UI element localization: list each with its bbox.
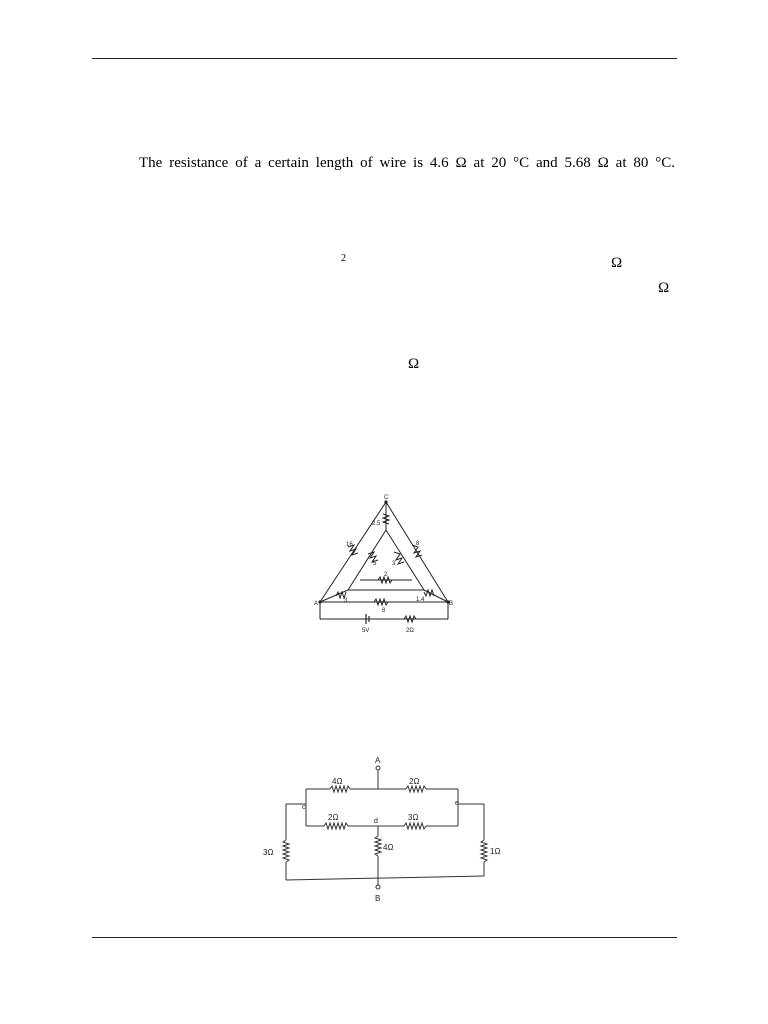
resistor-label: 5 xyxy=(373,561,377,567)
node-dot xyxy=(318,600,321,603)
node-label-b: B xyxy=(449,601,454,607)
resistor-label: 8 xyxy=(416,541,420,547)
resistor-label: 2 xyxy=(384,572,388,578)
resistor xyxy=(394,552,404,564)
node-label-a: A xyxy=(314,601,319,607)
superscript-two: 2 xyxy=(341,253,346,264)
resistor-label: 3 xyxy=(392,561,396,567)
battery-label: 5V xyxy=(362,628,370,634)
terminal-b xyxy=(376,885,380,889)
node-label-d: d xyxy=(374,818,378,825)
terminal-a xyxy=(376,766,380,770)
bridge-circuit-diagram xyxy=(262,752,506,904)
triangle-circuit-diagram xyxy=(312,492,454,634)
resistor-label: 8 xyxy=(382,608,386,614)
resistor-label: 2Ω xyxy=(406,628,414,634)
resistor-label: 2Ω xyxy=(409,777,420,786)
resistor-label: 2.5 xyxy=(372,521,381,527)
resistor-label: 3Ω xyxy=(408,813,419,822)
ohm-symbol: Ω xyxy=(408,356,420,372)
resistor-label: 1.4 xyxy=(416,597,425,603)
wire xyxy=(348,530,386,590)
ohm-symbol: Ω xyxy=(611,255,623,271)
node-label-e: e xyxy=(455,800,459,807)
header-rule xyxy=(92,58,677,59)
problem-text-line: The resistance of a certain length of wire is 4.6 Ω at 20 °C and 5.68 Ω at 80 °C. xyxy=(139,155,675,171)
wire xyxy=(320,502,386,602)
resistor-label: 4Ω xyxy=(332,777,343,786)
resistor-label: 2Ω xyxy=(328,813,339,822)
footer-rule xyxy=(92,937,677,938)
node-label-c: c xyxy=(302,804,306,811)
resistor-label: 16 xyxy=(346,542,353,548)
resistor-label: 1Ω xyxy=(490,847,501,856)
ohm-symbol: Ω xyxy=(658,280,670,296)
terminal-label-a: A xyxy=(375,756,381,765)
resistor-label: 3Ω xyxy=(263,848,274,857)
terminal-label-b: B xyxy=(375,894,381,903)
resistor-label: 3 xyxy=(344,598,348,604)
resistor-label: 4Ω xyxy=(383,843,394,852)
wire xyxy=(286,876,484,880)
node-label-c: C xyxy=(384,495,389,501)
resistor xyxy=(383,514,389,524)
